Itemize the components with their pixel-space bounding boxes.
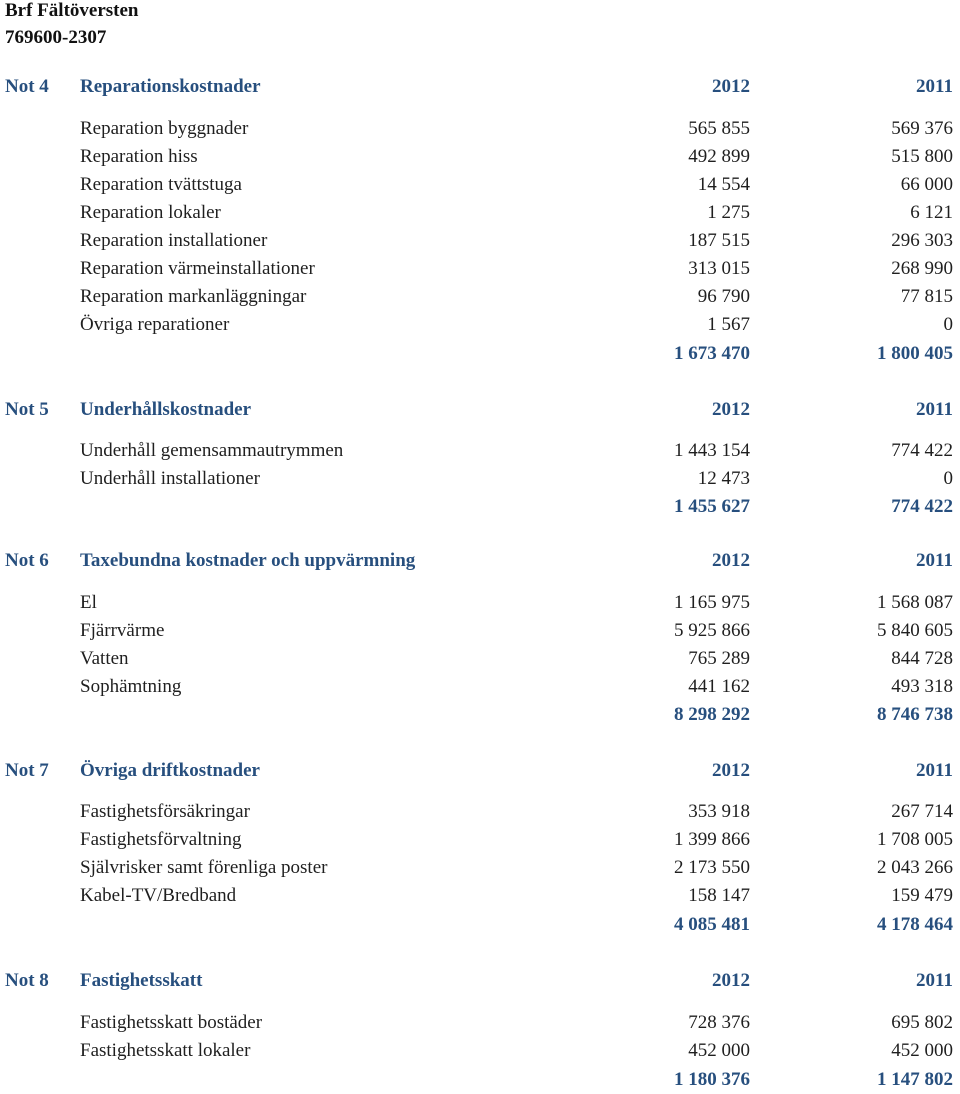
value-2011: 569 376 (891, 118, 953, 139)
year-2012-header: 2012 (712, 399, 750, 420)
note-heading (0, 757, 960, 785)
row-label: Fastighetsskatt lokaler (80, 1040, 251, 1061)
note-number: Not 7 (5, 760, 49, 781)
table-row (0, 1009, 960, 1037)
table-row (0, 227, 960, 255)
total-2012: 8 298 292 (674, 704, 750, 725)
table-row (0, 673, 960, 701)
total-2012: 1 180 376 (674, 1069, 750, 1090)
value-2011: 268 990 (891, 258, 953, 279)
value-2012: 1 165 975 (674, 592, 750, 613)
value-2012: 12 473 (697, 468, 750, 489)
year-2011-header: 2011 (916, 760, 953, 781)
value-2011: 159 479 (891, 885, 953, 906)
table-row (0, 645, 960, 673)
value-2011: 267 714 (891, 801, 953, 822)
row-label: Fastighetsskatt bostäder (80, 1012, 263, 1033)
value-2012: 313 015 (688, 258, 750, 279)
total-2012: 1 673 470 (674, 343, 750, 364)
table-row (0, 854, 960, 882)
value-2011: 844 728 (891, 648, 953, 669)
note-heading (0, 547, 960, 575)
row-label: Reparation tvättstuga (80, 174, 242, 195)
total-2012: 1 455 627 (674, 496, 750, 517)
value-2012: 14 554 (697, 174, 750, 195)
value-2011: 493 318 (891, 676, 953, 697)
value-2012: 158 147 (688, 885, 750, 906)
value-2011: 695 802 (891, 1012, 953, 1033)
value-2011: 774 422 (891, 440, 953, 461)
note-title: Övriga driftkostnader (80, 760, 260, 781)
row-label: Sophämtning (80, 676, 182, 697)
value-2012: 96 790 (697, 286, 750, 307)
value-2012: 452 000 (688, 1040, 750, 1061)
note-heading (0, 967, 960, 995)
note-title: Taxebundna kostnader och uppvärmning (80, 550, 416, 571)
table-row (0, 798, 960, 826)
total-row (0, 340, 960, 368)
year-2012-header: 2012 (712, 550, 750, 571)
value-2012: 187 515 (688, 230, 750, 251)
value-2012: 1 567 (707, 314, 750, 335)
value-2011: 5 840 605 (877, 620, 953, 641)
value-2012: 5 925 866 (674, 620, 750, 641)
table-row (0, 437, 960, 465)
total-2012: 4 085 481 (674, 914, 750, 935)
row-label: El (80, 592, 97, 613)
note-number: Not 4 (5, 76, 49, 97)
row-label: Underhåll installationer (80, 468, 260, 489)
value-2011: 77 815 (900, 286, 953, 307)
row-label: Reparation hiss (80, 146, 198, 167)
table-row (0, 171, 960, 199)
company-name: Brf Fältöversten (5, 0, 139, 21)
value-2012: 765 289 (688, 648, 750, 669)
table-row (0, 143, 960, 171)
table-row (0, 826, 960, 854)
value-2012: 441 162 (688, 676, 750, 697)
table-row (0, 1037, 960, 1065)
row-label: Reparation värmeinstallationer (80, 258, 315, 279)
note-title: Fastighetsskatt (80, 970, 203, 991)
value-2011: 1 568 087 (877, 592, 953, 613)
row-label: Underhåll gemensammautrymmen (80, 440, 344, 461)
value-2011: 6 121 (910, 202, 953, 223)
total-2011: 1 147 802 (877, 1069, 953, 1090)
row-label: Reparation markanläggningar (80, 286, 307, 307)
year-2012-header: 2012 (712, 970, 750, 991)
note-heading (0, 396, 960, 424)
row-label: Fastighetsförvaltning (80, 829, 242, 850)
table-row (0, 283, 960, 311)
row-label: Kabel-TV/Bredband (80, 885, 237, 906)
total-2011: 4 178 464 (877, 914, 953, 935)
table-row (0, 882, 960, 910)
value-2012: 1 275 (707, 202, 750, 223)
year-2011-header: 2011 (916, 76, 953, 97)
total-row (0, 493, 960, 521)
total-row (0, 1066, 960, 1094)
table-row (0, 255, 960, 283)
row-label: Reparation lokaler (80, 202, 221, 223)
note-number: Not 5 (5, 399, 49, 420)
table-row (0, 589, 960, 617)
row-label: Övriga reparationer (80, 314, 230, 335)
value-2011: 296 303 (891, 230, 953, 251)
note-title: Reparationskostnader (80, 76, 261, 97)
total-row (0, 701, 960, 729)
total-2011: 1 800 405 (877, 343, 953, 364)
value-2011: 2 043 266 (877, 857, 953, 878)
table-row (0, 115, 960, 143)
value-2012: 1 443 154 (674, 440, 750, 461)
note-number: Not 6 (5, 550, 49, 571)
value-2012: 353 918 (688, 801, 750, 822)
value-2012: 2 173 550 (674, 857, 750, 878)
row-label: Fjärrvärme (80, 620, 165, 641)
note-title: Underhållskostnader (80, 399, 252, 420)
value-2011: 452 000 (891, 1040, 953, 1061)
total-2011: 774 422 (891, 496, 953, 517)
row-label: Reparation byggnader (80, 118, 249, 139)
document-header (5, 0, 138, 51)
year-2012-header: 2012 (712, 76, 750, 97)
note-heading (0, 73, 960, 101)
year-2011-header: 2011 (916, 970, 953, 991)
value-2011: 515 800 (891, 146, 953, 167)
year-2011-header: 2011 (916, 399, 953, 420)
org-number: 769600-2307 (5, 27, 107, 48)
table-row (0, 311, 960, 339)
table-row (0, 465, 960, 493)
value-2012: 565 855 (688, 118, 750, 139)
value-2011: 0 (943, 314, 953, 335)
value-2011: 66 000 (900, 174, 953, 195)
table-row (0, 199, 960, 227)
row-label: Fastighetsförsäkringar (80, 801, 250, 822)
value-2011: 0 (943, 468, 953, 489)
note-number: Not 8 (5, 970, 49, 991)
value-2012: 728 376 (688, 1012, 750, 1033)
row-label: Vatten (80, 648, 129, 669)
value-2012: 1 399 866 (674, 829, 750, 850)
row-label: Självrisker samt förenliga poster (80, 857, 328, 878)
value-2011: 1 708 005 (877, 829, 953, 850)
year-2011-header: 2011 (916, 550, 953, 571)
total-2011: 8 746 738 (877, 704, 953, 725)
table-row (0, 617, 960, 645)
total-row (0, 911, 960, 939)
year-2012-header: 2012 (712, 760, 750, 781)
row-label: Reparation installationer (80, 230, 268, 251)
value-2012: 492 899 (688, 146, 750, 167)
